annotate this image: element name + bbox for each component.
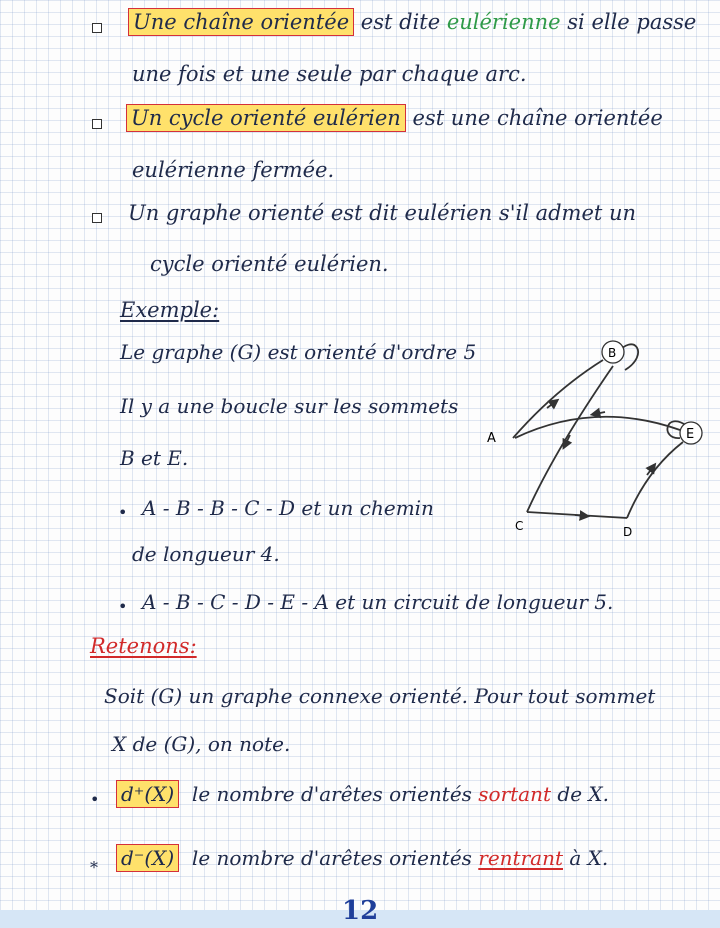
example-line6: A - B - C - D - E - A et un circuit de longueur 5.: [142, 590, 614, 614]
checkbox-icon: [92, 213, 102, 223]
dplus-definition: d⁺(X) le nombre d'arêtes orientés sortant de X.: [116, 784, 609, 804]
example-line5: de longueur 4.: [132, 542, 280, 566]
example-line2: Il y a une boucle sur les sommets: [120, 394, 459, 418]
dplus-symbol: d⁺(X): [116, 780, 179, 808]
edge-d-e: [627, 442, 683, 518]
retenons-line1: Soit (G) un graphe connexe orienté. Pour tout sommet: [104, 684, 656, 708]
bullet: •: [90, 790, 100, 809]
checkbox-icon: [92, 23, 102, 33]
node-e: E: [686, 427, 695, 442]
node-a: A: [487, 431, 496, 446]
definition-cycle-line2: eulérienne fermée.: [132, 158, 335, 182]
highlight-chaine: Une chaîne orientée: [128, 8, 354, 36]
example-line4: A - B - B - C - D et un chemin: [142, 496, 434, 520]
definition-graphe-line1: Un graphe orienté est dit eulérien s'il admet un: [128, 201, 637, 225]
retenons-line2: X de (G), on note.: [112, 732, 291, 756]
highlight-cycle: Un cycle orienté eulérien: [126, 104, 406, 132]
term-sortant: sortant: [478, 782, 552, 806]
term-rentrant: rentrant: [478, 846, 563, 870]
retenons-title: Retenons:: [90, 634, 197, 658]
term-eulerienne: eulérienne: [446, 10, 561, 34]
edge-c-d-arrow: [575, 515, 585, 516]
definition-chaine-line2: une fois et une seule par chaque arc.: [132, 62, 527, 86]
edge-e-a: [515, 417, 680, 438]
edge-b-c: [527, 366, 613, 512]
example-line1: Le graphe (G) est orienté d'ordre 5: [120, 340, 477, 364]
edge-a-b: [513, 360, 603, 438]
node-d: D: [623, 525, 633, 539]
page-number: 12: [342, 896, 379, 926]
definition-chaine-line1: Une chaîne orientée est dite eulérienne si elle passe: [128, 12, 696, 33]
definition-graphe-line2: cycle orienté eulérien.: [150, 252, 389, 276]
edge-e-a-arrow: [595, 412, 605, 414]
definition-cycle-line1: Un cycle orienté eulérien est une chaîne orientée: [126, 108, 663, 129]
node-b: B: [608, 346, 617, 360]
dminus-definition: d⁻(X) le nombre d'arêtes orientés rentrant à X.: [116, 848, 608, 868]
bullet: •: [118, 597, 128, 616]
example-title: Exemple:: [120, 298, 220, 322]
bullet: *: [90, 858, 98, 877]
oriented-graph: [475, 330, 715, 550]
bullet: •: [118, 503, 128, 522]
node-c: C: [515, 519, 524, 533]
dminus-symbol: d⁻(X): [116, 844, 179, 872]
checkbox-icon: [92, 119, 102, 129]
example-line3: B et E.: [120, 446, 189, 470]
